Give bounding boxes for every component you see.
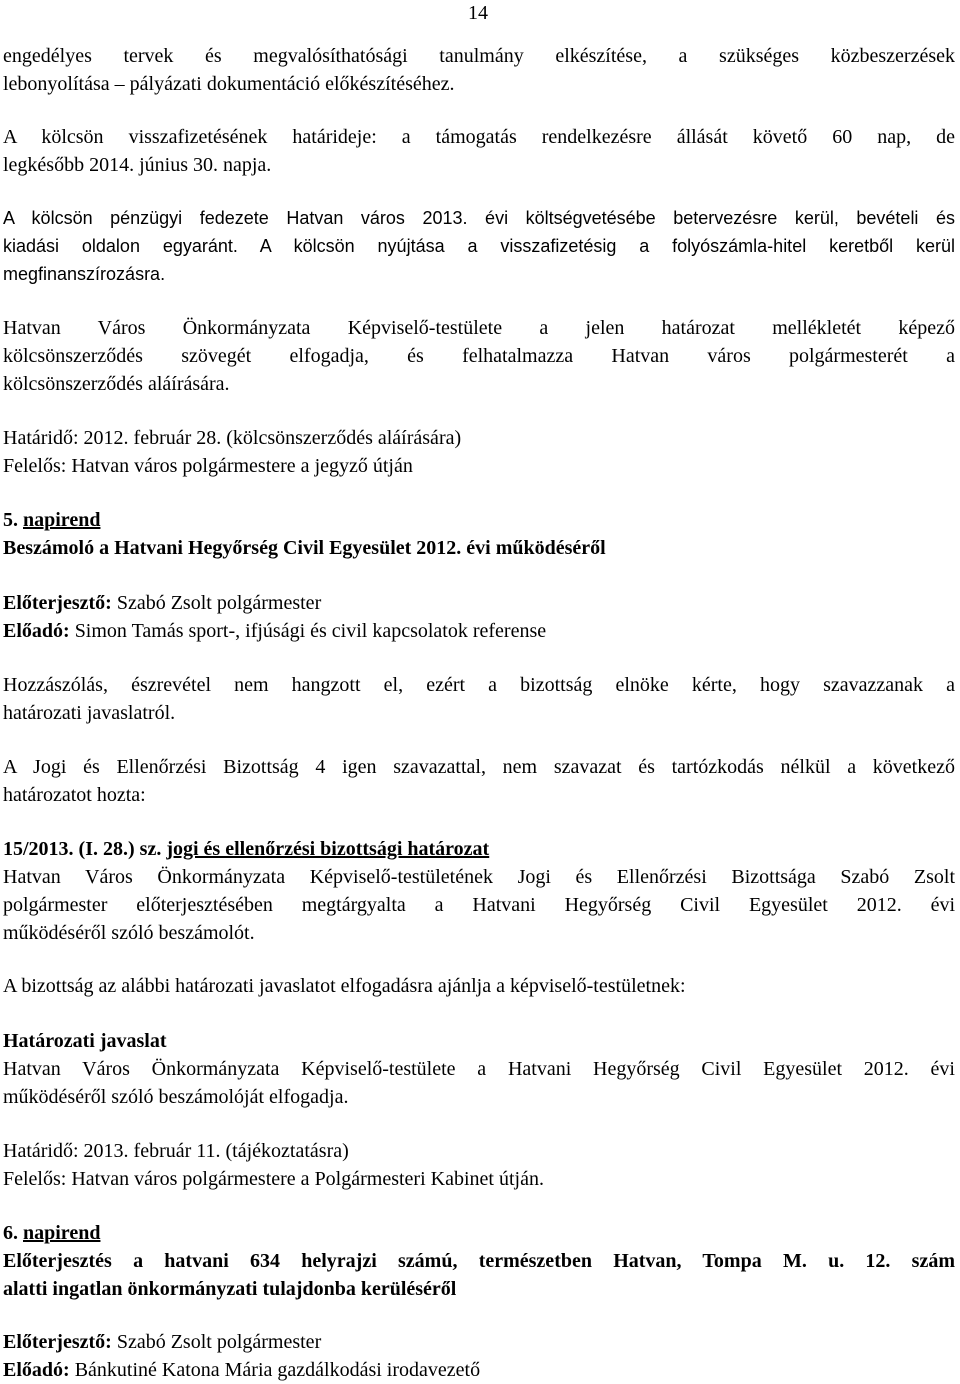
paragraph-contract-approval	[3, 314, 955, 398]
resolution-heading: 15/2013. (I. 28.) sz. jogi és ellenőrzési bizottsági határozat	[3, 838, 490, 860]
paragraph-line: kölcsönszerződés aláírására.	[3, 373, 230, 395]
presenter-line: Előterjesztő: Szabó Zsolt polgármester	[3, 1331, 322, 1353]
deadline-block-2	[3, 1137, 955, 1193]
agenda-title: alatti ingatlan önkormányzati tulajdonba kerüléséről	[3, 1278, 457, 1300]
agenda-title: Előterjesztés a hatvani 634 helyrajzi számú, természetben Hatvan, Tompa M. u. 12. szám	[3, 1250, 955, 1272]
paragraph-line: határozatot hozta:	[3, 784, 146, 806]
agenda-5-people	[3, 589, 955, 645]
resolution-block	[3, 835, 955, 947]
agenda-word: napirend	[23, 1222, 101, 1244]
paragraph-vote	[3, 753, 955, 809]
paragraph-plans	[3, 42, 955, 98]
paragraph-line: kiadási oldalon egyaránt. A kölcsön nyújtása a visszafizetésig a folyószámla-hitel keretből kerül	[3, 236, 955, 256]
speaker-line: Előadó: Bánkutiné Katona Mária gazdálkodási irodavezető	[3, 1359, 481, 1381]
agenda-6-people	[3, 1328, 955, 1384]
paragraph-line: lebonyolítása – pályázati dokumentáció előkészítéséhez.	[3, 73, 455, 95]
agenda-5-heading	[3, 506, 955, 562]
proposal-block	[3, 1027, 955, 1111]
paragraph-line: Hatvan Város Önkormányzata Képviselő-testülete a Hatvani Hegyőrség Civil Egyesület 2012. évi	[3, 1058, 955, 1080]
agenda-word: napirend	[23, 509, 101, 531]
responsible-text: Felelős: Hatvan város polgármestere a jegyző útján	[3, 455, 413, 477]
presenter-line: Előterjesztő: Szabó Zsolt polgármester	[3, 592, 322, 614]
agenda-number: 6. napirend	[3, 1222, 101, 1244]
paragraph-line: A kölcsön pénzügyi fedezete Hatvan város 2013. évi költségvetésébe betervezésre kerül, bevételi és	[3, 208, 955, 228]
agenda-6-heading	[3, 1219, 955, 1303]
deadline-text: Határidő: 2013. február 11. (tájékoztatásra)	[3, 1140, 349, 1162]
paragraph-line: A bizottság az alábbi határozati javaslatot elfogadásra ajánlja a képviselő-testületnek:	[3, 975, 686, 997]
agenda-title: Beszámoló a Hatvani Hegyőrség Civil Egyesület 2012. évi működéséről	[3, 537, 606, 559]
speaker-line: Előadó: Simon Tamás sport-, ifjúsági és civil kapcsolatok referense	[3, 620, 547, 642]
agenda-number: 5. napirend	[3, 509, 101, 531]
paragraph-line: megfinanszírozásra.	[3, 264, 166, 284]
deadline-block-1	[3, 424, 955, 480]
paragraph-line: Hatvan Város Önkormányzata Képviselő-testületének Jogi és Ellenőrzési Bizottsága Szabó Zsolt	[3, 866, 955, 888]
paragraph-line: legkésőbb 2014. június 30. napja.	[3, 154, 272, 176]
paragraph-line: engedélyes tervek és megvalósíthatósági tanulmány elkészítése, a szükséges közbeszerzések	[3, 45, 955, 67]
deadline-text: Határidő: 2012. február 28. (kölcsönszerződés aláírására)	[3, 427, 462, 449]
paragraph-line: polgármester előterjesztésében megtárgyalta a Hatvani Hegyőrség Civil Egyesület 2012. évi	[3, 894, 955, 916]
paragraph-line: működéséről szóló beszámolót.	[3, 922, 255, 944]
paragraph-recommendation	[3, 972, 955, 1000]
paragraph-repayment	[3, 123, 955, 179]
proposal-title: Határozati javaslat	[3, 1030, 167, 1052]
responsible-text: Felelős: Hatvan város polgármestere a Polgármesteri Kabinet útján.	[3, 1168, 544, 1190]
paragraph-comments	[3, 671, 955, 727]
paragraph-line: Hatvan Város Önkormányzata Képviselő-testülete a jelen határozat mellékletét képező	[3, 317, 955, 339]
paragraph-line: működéséről szóló beszámolóját elfogadja.	[3, 1086, 349, 1108]
page-number: 14	[468, 2, 488, 24]
paragraph-line: A Jogi és Ellenőrzési Bizottság 4 igen szavazattal, nem szavazat és tartózkodás nélkül a következő	[3, 756, 955, 778]
paragraph-line: kölcsönszerződés szövegét elfogadja, és felhatalmazza Hatvan város polgármesterét a	[3, 345, 955, 367]
paragraph-line: Hozzászólás, észrevétel nem hangzott el, ezért a bizottság elnöke kérte, hogy szavazzanak a	[3, 674, 955, 696]
paragraph-line: A kölcsön visszafizetésének határideje: a támogatás rendelkezésre állását követő 60 nap, de	[3, 126, 955, 148]
paragraph-funding	[3, 204, 955, 288]
paragraph-line: határozati javaslatról.	[3, 702, 176, 724]
